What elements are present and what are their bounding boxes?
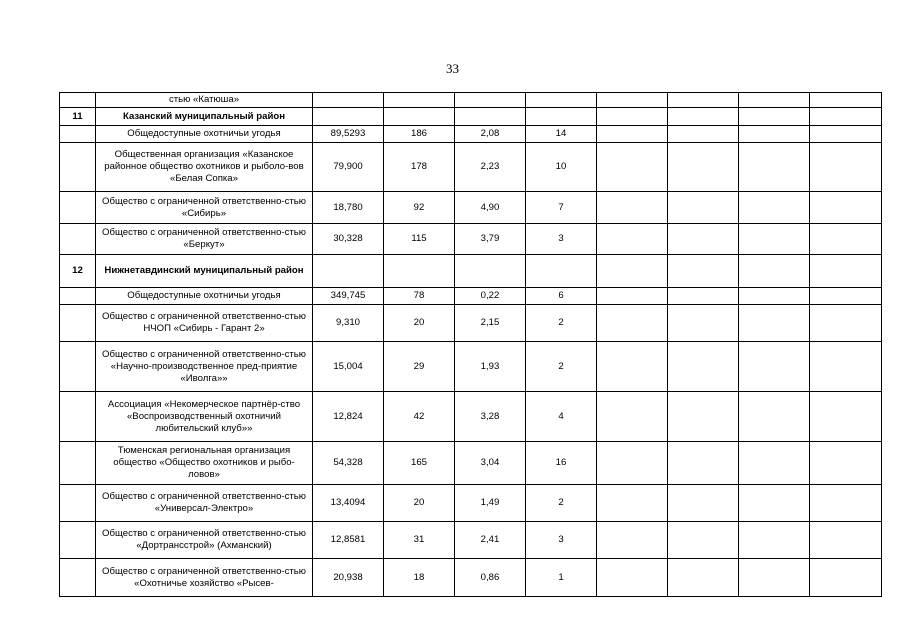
empty-cell — [739, 224, 810, 255]
quota-cell: 2 — [526, 342, 597, 392]
quota-cell: 16 — [526, 442, 597, 485]
area-cell — [313, 255, 384, 288]
table-row — [60, 522, 882, 559]
empty-cell — [597, 342, 668, 392]
count-cell: 20 — [384, 305, 455, 342]
page-number: 33 — [446, 61, 459, 76]
density-cell: 1,93 — [455, 342, 526, 392]
quota-cell: 2 — [526, 485, 597, 522]
organization-name-cell: Общество с ограниченной ответственно-стью «Беркут» — [96, 224, 313, 255]
area-cell: 15,004 — [313, 342, 384, 392]
empty-cell — [597, 93, 668, 108]
quota-cell: 1 — [526, 559, 597, 597]
empty-cell — [668, 442, 739, 485]
organization-name-cell: Общедоступные охотничьи угодья — [96, 288, 313, 305]
empty-cell — [597, 522, 668, 559]
organization-name-cell: Ассоциация «Некомерческое партнёр-ство «Воспроизводственный охотничий любительский клуб»» — [96, 392, 313, 442]
row-number-cell — [60, 93, 96, 108]
table-row — [60, 93, 882, 108]
quota-cell: 3 — [526, 522, 597, 559]
empty-cell — [739, 288, 810, 305]
count-cell — [384, 255, 455, 288]
organization-name-cell: Общество с ограниченной ответственно-стью «Охотничье хозяйство «Рысев- — [96, 559, 313, 597]
quota-cell — [526, 108, 597, 126]
area-cell: 79,900 — [313, 143, 384, 192]
empty-cell — [668, 342, 739, 392]
area-cell: 349,745 — [313, 288, 384, 305]
empty-cell — [597, 224, 668, 255]
empty-cell — [597, 143, 668, 192]
empty-cell — [597, 288, 668, 305]
organization-name-cell: Общество с ограниченной ответственно-стью «Дортрансстрой» (Ахманский) — [96, 522, 313, 559]
density-cell — [455, 108, 526, 126]
row-number-cell — [60, 224, 96, 255]
empty-cell — [810, 288, 882, 305]
empty-cell — [668, 288, 739, 305]
count-cell: 115 — [384, 224, 455, 255]
empty-cell — [668, 143, 739, 192]
row-number-cell — [60, 143, 96, 192]
organization-name-cell: Общество с ограниченной ответственно-стью «Научно-производственное пред-приятие «Иволга»» — [96, 342, 313, 392]
area-cell: 13,4094 — [313, 485, 384, 522]
count-cell: 178 — [384, 143, 455, 192]
empty-cell — [739, 305, 810, 342]
organization-name-cell: Общество с ограниченной ответственно-стью «Сибирь» — [96, 192, 313, 224]
table-row — [60, 126, 882, 143]
density-cell: 3,04 — [455, 442, 526, 485]
density-cell: 1,49 — [455, 485, 526, 522]
density-cell: 2,08 — [455, 126, 526, 143]
empty-cell — [810, 559, 882, 597]
row-number-cell — [60, 126, 96, 143]
organization-name-cell: Общедоступные охотничьи угодья — [96, 126, 313, 143]
table-row — [60, 288, 882, 305]
table-row — [60, 392, 882, 442]
empty-cell — [597, 485, 668, 522]
empty-cell — [668, 108, 739, 126]
row-number-cell — [60, 392, 96, 442]
count-cell: 18 — [384, 559, 455, 597]
row-number-cell — [60, 288, 96, 305]
density-cell: 2,23 — [455, 143, 526, 192]
empty-cell — [668, 559, 739, 597]
empty-cell — [810, 126, 882, 143]
empty-cell — [597, 126, 668, 143]
row-number-cell — [60, 559, 96, 597]
empty-cell — [739, 143, 810, 192]
empty-cell — [739, 255, 810, 288]
row-number-cell — [60, 522, 96, 559]
table-row — [60, 192, 882, 224]
row-number-cell: 12 — [60, 255, 96, 288]
count-cell: 20 — [384, 485, 455, 522]
district-name-cell: Нижнетавдинский муниципальный район — [96, 255, 313, 288]
area-cell: 18,780 — [313, 192, 384, 224]
quota-cell: 3 — [526, 224, 597, 255]
empty-cell — [810, 192, 882, 224]
empty-cell — [597, 192, 668, 224]
empty-cell — [668, 192, 739, 224]
empty-cell — [739, 126, 810, 143]
district-row — [60, 108, 882, 126]
density-cell: 0,86 — [455, 559, 526, 597]
quota-cell: 6 — [526, 288, 597, 305]
organization-name-cell: Общественная организация «Казанское районное общество охотников и рыболо-вов «Белая Сопка» — [96, 143, 313, 192]
count-cell: 29 — [384, 342, 455, 392]
row-number-cell — [60, 192, 96, 224]
empty-cell — [668, 126, 739, 143]
table-row — [60, 224, 882, 255]
table-row — [60, 305, 882, 342]
table-row — [60, 559, 882, 597]
empty-cell — [597, 255, 668, 288]
empty-cell — [810, 143, 882, 192]
count-cell — [384, 108, 455, 126]
count-cell: 31 — [384, 522, 455, 559]
area-cell: 12,8581 — [313, 522, 384, 559]
area-cell: 89,5293 — [313, 126, 384, 143]
organization-name-cell: Общество с ограниченной ответственно-стью «Универсал-Электро» — [96, 485, 313, 522]
empty-cell — [668, 224, 739, 255]
empty-cell — [739, 485, 810, 522]
hunting-grounds-table — [59, 92, 882, 597]
quota-cell: 7 — [526, 192, 597, 224]
empty-cell — [597, 392, 668, 442]
count-cell: 92 — [384, 192, 455, 224]
area-cell: 54,328 — [313, 442, 384, 485]
empty-cell — [668, 93, 739, 108]
empty-cell — [810, 255, 882, 288]
table-row — [60, 485, 882, 522]
organization-name-cell: стью «Катюша» — [96, 93, 313, 108]
density-cell — [455, 93, 526, 108]
organization-name-cell: Тюменская региональная организация общество «Общество охотников и рыбо-ловов» — [96, 442, 313, 485]
area-cell — [313, 108, 384, 126]
quota-cell: 10 — [526, 143, 597, 192]
empty-cell — [810, 485, 882, 522]
row-number-cell: 11 — [60, 108, 96, 126]
empty-cell — [668, 392, 739, 442]
quota-cell: 4 — [526, 392, 597, 442]
density-cell: 0,22 — [455, 288, 526, 305]
empty-cell — [810, 342, 882, 392]
empty-cell — [597, 108, 668, 126]
density-cell: 3,79 — [455, 224, 526, 255]
density-cell: 2,41 — [455, 522, 526, 559]
empty-cell — [668, 305, 739, 342]
empty-cell — [810, 108, 882, 126]
empty-cell — [810, 522, 882, 559]
district-name-cell: Казанский муниципальный район — [96, 108, 313, 126]
empty-cell — [668, 522, 739, 559]
empty-cell — [597, 442, 668, 485]
empty-cell — [668, 255, 739, 288]
row-number-cell — [60, 305, 96, 342]
empty-cell — [810, 392, 882, 442]
row-number-cell — [60, 485, 96, 522]
empty-cell — [597, 559, 668, 597]
quota-cell: 2 — [526, 305, 597, 342]
empty-cell — [739, 559, 810, 597]
density-cell: 2,15 — [455, 305, 526, 342]
table-body — [60, 93, 882, 597]
quota-cell — [526, 255, 597, 288]
empty-cell — [739, 192, 810, 224]
area-cell — [313, 93, 384, 108]
count-cell: 78 — [384, 288, 455, 305]
density-cell — [455, 255, 526, 288]
area-cell: 20,938 — [313, 559, 384, 597]
count-cell: 186 — [384, 126, 455, 143]
quota-cell — [526, 93, 597, 108]
density-cell: 3,28 — [455, 392, 526, 442]
empty-cell — [739, 522, 810, 559]
empty-cell — [739, 392, 810, 442]
table-row — [60, 143, 882, 192]
empty-cell — [739, 342, 810, 392]
area-cell: 30,328 — [313, 224, 384, 255]
table-row — [60, 342, 882, 392]
count-cell: 42 — [384, 392, 455, 442]
empty-cell — [597, 305, 668, 342]
row-number-cell — [60, 442, 96, 485]
empty-cell — [739, 93, 810, 108]
count-cell: 165 — [384, 442, 455, 485]
empty-cell — [739, 108, 810, 126]
district-row — [60, 255, 882, 288]
quota-cell: 14 — [526, 126, 597, 143]
empty-cell — [668, 485, 739, 522]
count-cell — [384, 93, 455, 108]
empty-cell — [810, 305, 882, 342]
organization-name-cell: Общество с ограниченной ответственно-стью НЧОП «Сибирь - Гарант 2» — [96, 305, 313, 342]
density-cell: 4,90 — [455, 192, 526, 224]
empty-cell — [810, 93, 882, 108]
area-cell: 9,310 — [313, 305, 384, 342]
empty-cell — [810, 442, 882, 485]
area-cell: 12,824 — [313, 392, 384, 442]
empty-cell — [739, 442, 810, 485]
table-row — [60, 442, 882, 485]
empty-cell — [810, 224, 882, 255]
row-number-cell — [60, 342, 96, 392]
